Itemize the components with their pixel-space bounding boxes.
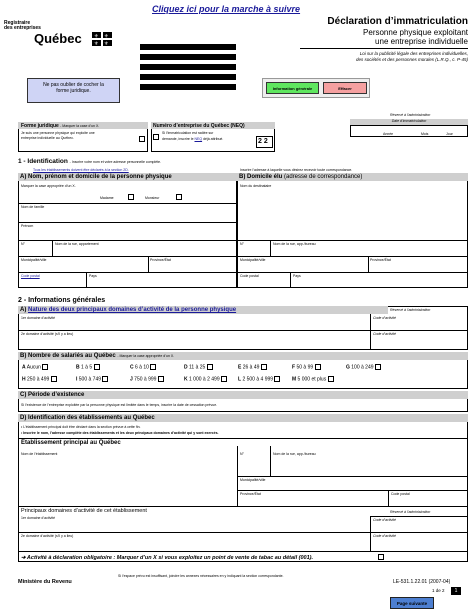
employee-option-l[interactable]	[238, 376, 280, 382]
madame-checkbox[interactable]	[128, 194, 134, 200]
employee-option-letter: E	[238, 364, 242, 371]
employee-option-checkbox[interactable]	[51, 376, 57, 382]
org-line2: des entreprises	[4, 25, 41, 31]
neq-text-2: demande, inscrire le NEQ déjà attribué.	[162, 137, 224, 141]
employee-option-checkbox[interactable]	[207, 364, 213, 370]
employee-option-k[interactable]	[184, 376, 227, 382]
employee-option-checkbox[interactable]	[42, 364, 48, 370]
employee-option-letter: B	[76, 364, 80, 371]
madame-label: Madame	[100, 196, 114, 200]
forme-text-1: Je suis une personne physique qui exploite une	[21, 131, 95, 135]
period-text: Si l’existence de l’entreprise exploitée par la personne physique est limitée dans le temps, inscrire la date de cessation prévue.	[21, 403, 218, 407]
employee-option-letter: D	[184, 364, 188, 371]
d-bullet-2: • Inscrire le nom, l’adresse complète des établissements et les deux principaux domaines d’activité qui y sont exercés.	[21, 431, 219, 435]
b-street-label: Nom de la rue, app./bureau	[273, 242, 316, 246]
info-button-label: Information générale	[272, 86, 313, 91]
employee-option-letter: A	[22, 364, 26, 371]
b-postal-label: Code postal	[240, 274, 259, 278]
monsieur-label: Monsieur	[145, 196, 160, 200]
employee-option-label: 26 à 49	[241, 364, 261, 371]
employee-option-label: 6 à 10	[133, 364, 151, 371]
section2-title: 2 - Informations générales	[18, 297, 106, 304]
recipient-label: Nom du destinataire	[240, 184, 272, 188]
reminder-line2: forme juridique.	[56, 88, 91, 94]
org-line1: Registraire	[4, 20, 31, 26]
est-domain2-label: 2e domaine d’activité (s’il y a lieu)	[21, 534, 74, 538]
law-line-2: des sociétés et des personnes morales (L.R.Q., c. P-45)	[355, 57, 468, 62]
b-city-label: Municipalité/ville	[240, 258, 266, 262]
admin-reserved-2a: Réservé à l’administration	[390, 308, 431, 312]
employee-option-checkbox[interactable]	[375, 364, 381, 370]
last-name-label: Nom de famille	[21, 205, 45, 209]
forme-checkbox[interactable]	[139, 136, 145, 142]
form-code: LE-531.1.22.01 (2007-04)	[393, 579, 451, 585]
info-button[interactable]	[266, 82, 319, 94]
employee-option-label: 100 à 249	[349, 364, 375, 371]
employee-option-label: 250 à 499	[25, 376, 51, 383]
barcode	[140, 44, 236, 96]
clear-button-label: Effacer	[338, 86, 352, 91]
est-domain1-label: 1er domaine d’activité	[21, 516, 56, 520]
neq-digits: 2 2	[258, 138, 268, 145]
employee-option-h[interactable]	[22, 376, 57, 382]
est-province-label: Province/État	[240, 492, 261, 496]
section1a-title: A) Nom, prénom et domicile de la personne physique	[18, 173, 237, 181]
est-code1-label: Code d’activité	[373, 518, 396, 522]
employee-option-label: Aucun	[25, 364, 43, 371]
forme-text-2: entreprise individuelle au Québec.	[21, 136, 74, 140]
employee-option-j[interactable]	[130, 376, 164, 382]
section2b-title: B) Nombre de salariés au Québec - Marquer la case appropriée d’un X.	[18, 352, 468, 360]
neq-link[interactable]: NEQ	[194, 137, 203, 141]
page-number: 1 de 2	[432, 588, 445, 593]
b-country-label: Pays	[293, 274, 301, 278]
admin-reserved-label: Réservé à l’administration	[390, 113, 431, 117]
est-city-label: Municipalité/ville	[240, 478, 266, 482]
est-domains-title: Principaux domaines d’activité de cet établissement	[21, 508, 147, 514]
law-line-1: Loi sur la publicité légale des entreprises individuelles,	[359, 51, 468, 56]
employee-option-checkbox[interactable]	[261, 364, 267, 370]
employee-option-i[interactable]	[76, 376, 108, 382]
activity-domains-link[interactable]: Nature des deux principaux domaines d’activité de la personne physique	[28, 307, 237, 313]
tobacco-notice: ➔ Activité à déclaration obligatoire : Marquer d’un X si vous exploitez un point de vente de tabac au détail (001).	[21, 555, 313, 561]
employee-option-f[interactable]	[292, 364, 321, 370]
code2-label: Code d’activité	[373, 332, 396, 336]
instructions-link[interactable]: Cliquez ici pour la marche à suivre	[152, 4, 301, 14]
employee-option-c[interactable]	[130, 364, 156, 370]
first-name-label: Prénom	[21, 224, 34, 228]
month-label: Mois	[421, 132, 429, 136]
employee-option-checkbox[interactable]	[150, 364, 156, 370]
b-province-label: Province/État	[370, 258, 391, 262]
country-label: Pays	[89, 274, 97, 278]
footer-note: Si l’espace prévu est insuffisant, joindre les annexes nécessaires en y indiquant la section correspondante.	[118, 574, 284, 578]
tobacco-checkbox[interactable]	[378, 554, 384, 560]
employee-option-g[interactable]	[346, 364, 381, 370]
employee-option-letter: I	[76, 376, 78, 383]
svg-text:⚜: ⚜	[94, 33, 99, 40]
postal-code-link[interactable]: Code postal	[21, 274, 40, 278]
employee-option-label: 2 500 à 4 999	[241, 376, 275, 383]
employee-option-checkbox[interactable]	[221, 376, 227, 382]
employee-option-checkbox[interactable]	[274, 376, 280, 382]
day-label: Jour	[446, 132, 453, 136]
domain2-label: 2e domaine d’activité (s’il y a lieu)	[21, 332, 74, 336]
b-number-label: N°	[240, 242, 244, 246]
est-code2-label: Code d’activité	[373, 534, 396, 538]
form-subtitle-2: une entreprise individuelle	[375, 37, 468, 46]
next-page-label: Page suivante	[396, 601, 428, 606]
section1a-box	[18, 173, 237, 288]
establishment-name-label: Nom de l’établissement	[21, 452, 58, 456]
employee-option-a[interactable]	[22, 364, 48, 370]
svg-text:⚜: ⚜	[94, 41, 99, 46]
next-page-button[interactable]	[390, 597, 434, 609]
employee-option-label: 50 à 99	[295, 364, 315, 371]
reminder-line1: Ne pas oublier de cocher la	[43, 82, 104, 88]
employee-option-checkbox[interactable]	[94, 364, 100, 370]
employee-option-d[interactable]	[184, 364, 213, 370]
employee-option-label: 750 à 999	[132, 376, 158, 383]
code1-label: Code d’activité	[373, 316, 396, 320]
forme-title: Forme juridique - Marquer la case d’un X.	[21, 123, 100, 129]
ministry-name: Ministère du Revenu	[18, 579, 72, 585]
employee-option-label: 1 000 à 2 499	[187, 376, 221, 383]
employee-option-label: 5 000 et plus	[296, 376, 328, 383]
form-subtitle-1: Personne physique exploitant	[363, 28, 468, 37]
est-street-label: Nom de la rue, app./bureau	[273, 452, 316, 456]
employee-option-letter: H	[22, 376, 26, 383]
employee-option-checkbox[interactable]	[315, 364, 321, 370]
employee-option-letter: G	[346, 364, 350, 371]
monsieur-checkbox[interactable]	[176, 194, 182, 200]
employee-option-letter: F	[292, 364, 296, 371]
org-name: Québec	[34, 31, 82, 46]
clear-button[interactable]	[323, 82, 367, 94]
section1-header: 1 - Identification - Inscrire votre nom et votre adresse personnelle complète.	[18, 158, 162, 165]
neq-checkbox[interactable]	[153, 134, 159, 140]
employee-option-e[interactable]	[238, 364, 267, 370]
neq-text-1: Si l’immatriculation est radiée sur	[162, 131, 214, 135]
form-title: Déclaration d’immatriculation	[327, 16, 468, 27]
employee-option-label: 500 à 749	[77, 376, 103, 383]
section2c-title: C) Période d’existence	[18, 391, 468, 399]
city-label: Municipalité/ville	[21, 258, 47, 262]
quebec-logo	[4, 20, 119, 50]
section2a-title: A) Nature des deux principaux domaines d’activité de la personne physique	[20, 307, 237, 313]
neq-title: Numéro d’entreprise du Québec (NEQ)	[153, 123, 245, 129]
domain1-label: 1er domaine d’activité	[21, 316, 56, 320]
employee-option-letter: M	[292, 376, 297, 383]
d-bullet-1: • L’établissement principal doit être déclaré dans la section prévue à cette fin.	[21, 425, 141, 429]
page-marker: 1	[451, 587, 461, 595]
svg-text:⚜: ⚜	[104, 41, 109, 46]
est-number-label: N°	[240, 452, 244, 456]
employee-option-label: 11 à 25	[187, 364, 207, 371]
street-label: Nom de la rue, appartement	[55, 242, 99, 246]
employee-option-letter: J	[130, 376, 133, 383]
reminder-box	[27, 78, 120, 103]
establishments-link[interactable]: Tous les établissements doivent être déclarés à la section 2D.	[33, 168, 129, 172]
neq-input[interactable]	[256, 136, 273, 148]
section1-hint2: Inscrire l’adresse à laquelle vous désirez recevoir toute correspondance.	[240, 168, 353, 172]
fleur-de-lis-flag-icon	[92, 32, 112, 51]
section1b-box	[237, 173, 468, 288]
year-label: Année	[383, 132, 394, 136]
employee-option-letter: K	[184, 376, 188, 383]
employee-option-label: 1 à 5	[79, 364, 94, 371]
employee-option-m[interactable]	[292, 376, 334, 382]
employee-option-letter: C	[130, 364, 134, 371]
section2d-title: D) Identification des établissements au Québec	[18, 414, 468, 422]
employee-option-letter: L	[238, 376, 242, 383]
est-postal-label: Code postal	[391, 492, 410, 496]
province-label: Province/État	[150, 258, 171, 262]
employee-option-checkbox[interactable]	[158, 376, 164, 382]
gender-hint: Marquer la case appropriée d’un X.	[21, 184, 76, 188]
date-label: Date d’immatriculation	[391, 119, 427, 123]
employee-option-b[interactable]	[76, 364, 100, 370]
employee-option-checkbox[interactable]	[328, 376, 334, 382]
section2d-box	[18, 414, 468, 562]
civic-number-label: N°	[21, 242, 25, 246]
section1b-title: B) Domicile élu (adresse de correspondance)	[237, 173, 468, 181]
admin-reserved-2d: Réservé à l’administration	[390, 510, 431, 514]
main-establishment-title: Établissement principal au Québec	[21, 440, 121, 446]
svg-text:⚜: ⚜	[104, 33, 109, 40]
employee-option-checkbox[interactable]	[102, 376, 108, 382]
